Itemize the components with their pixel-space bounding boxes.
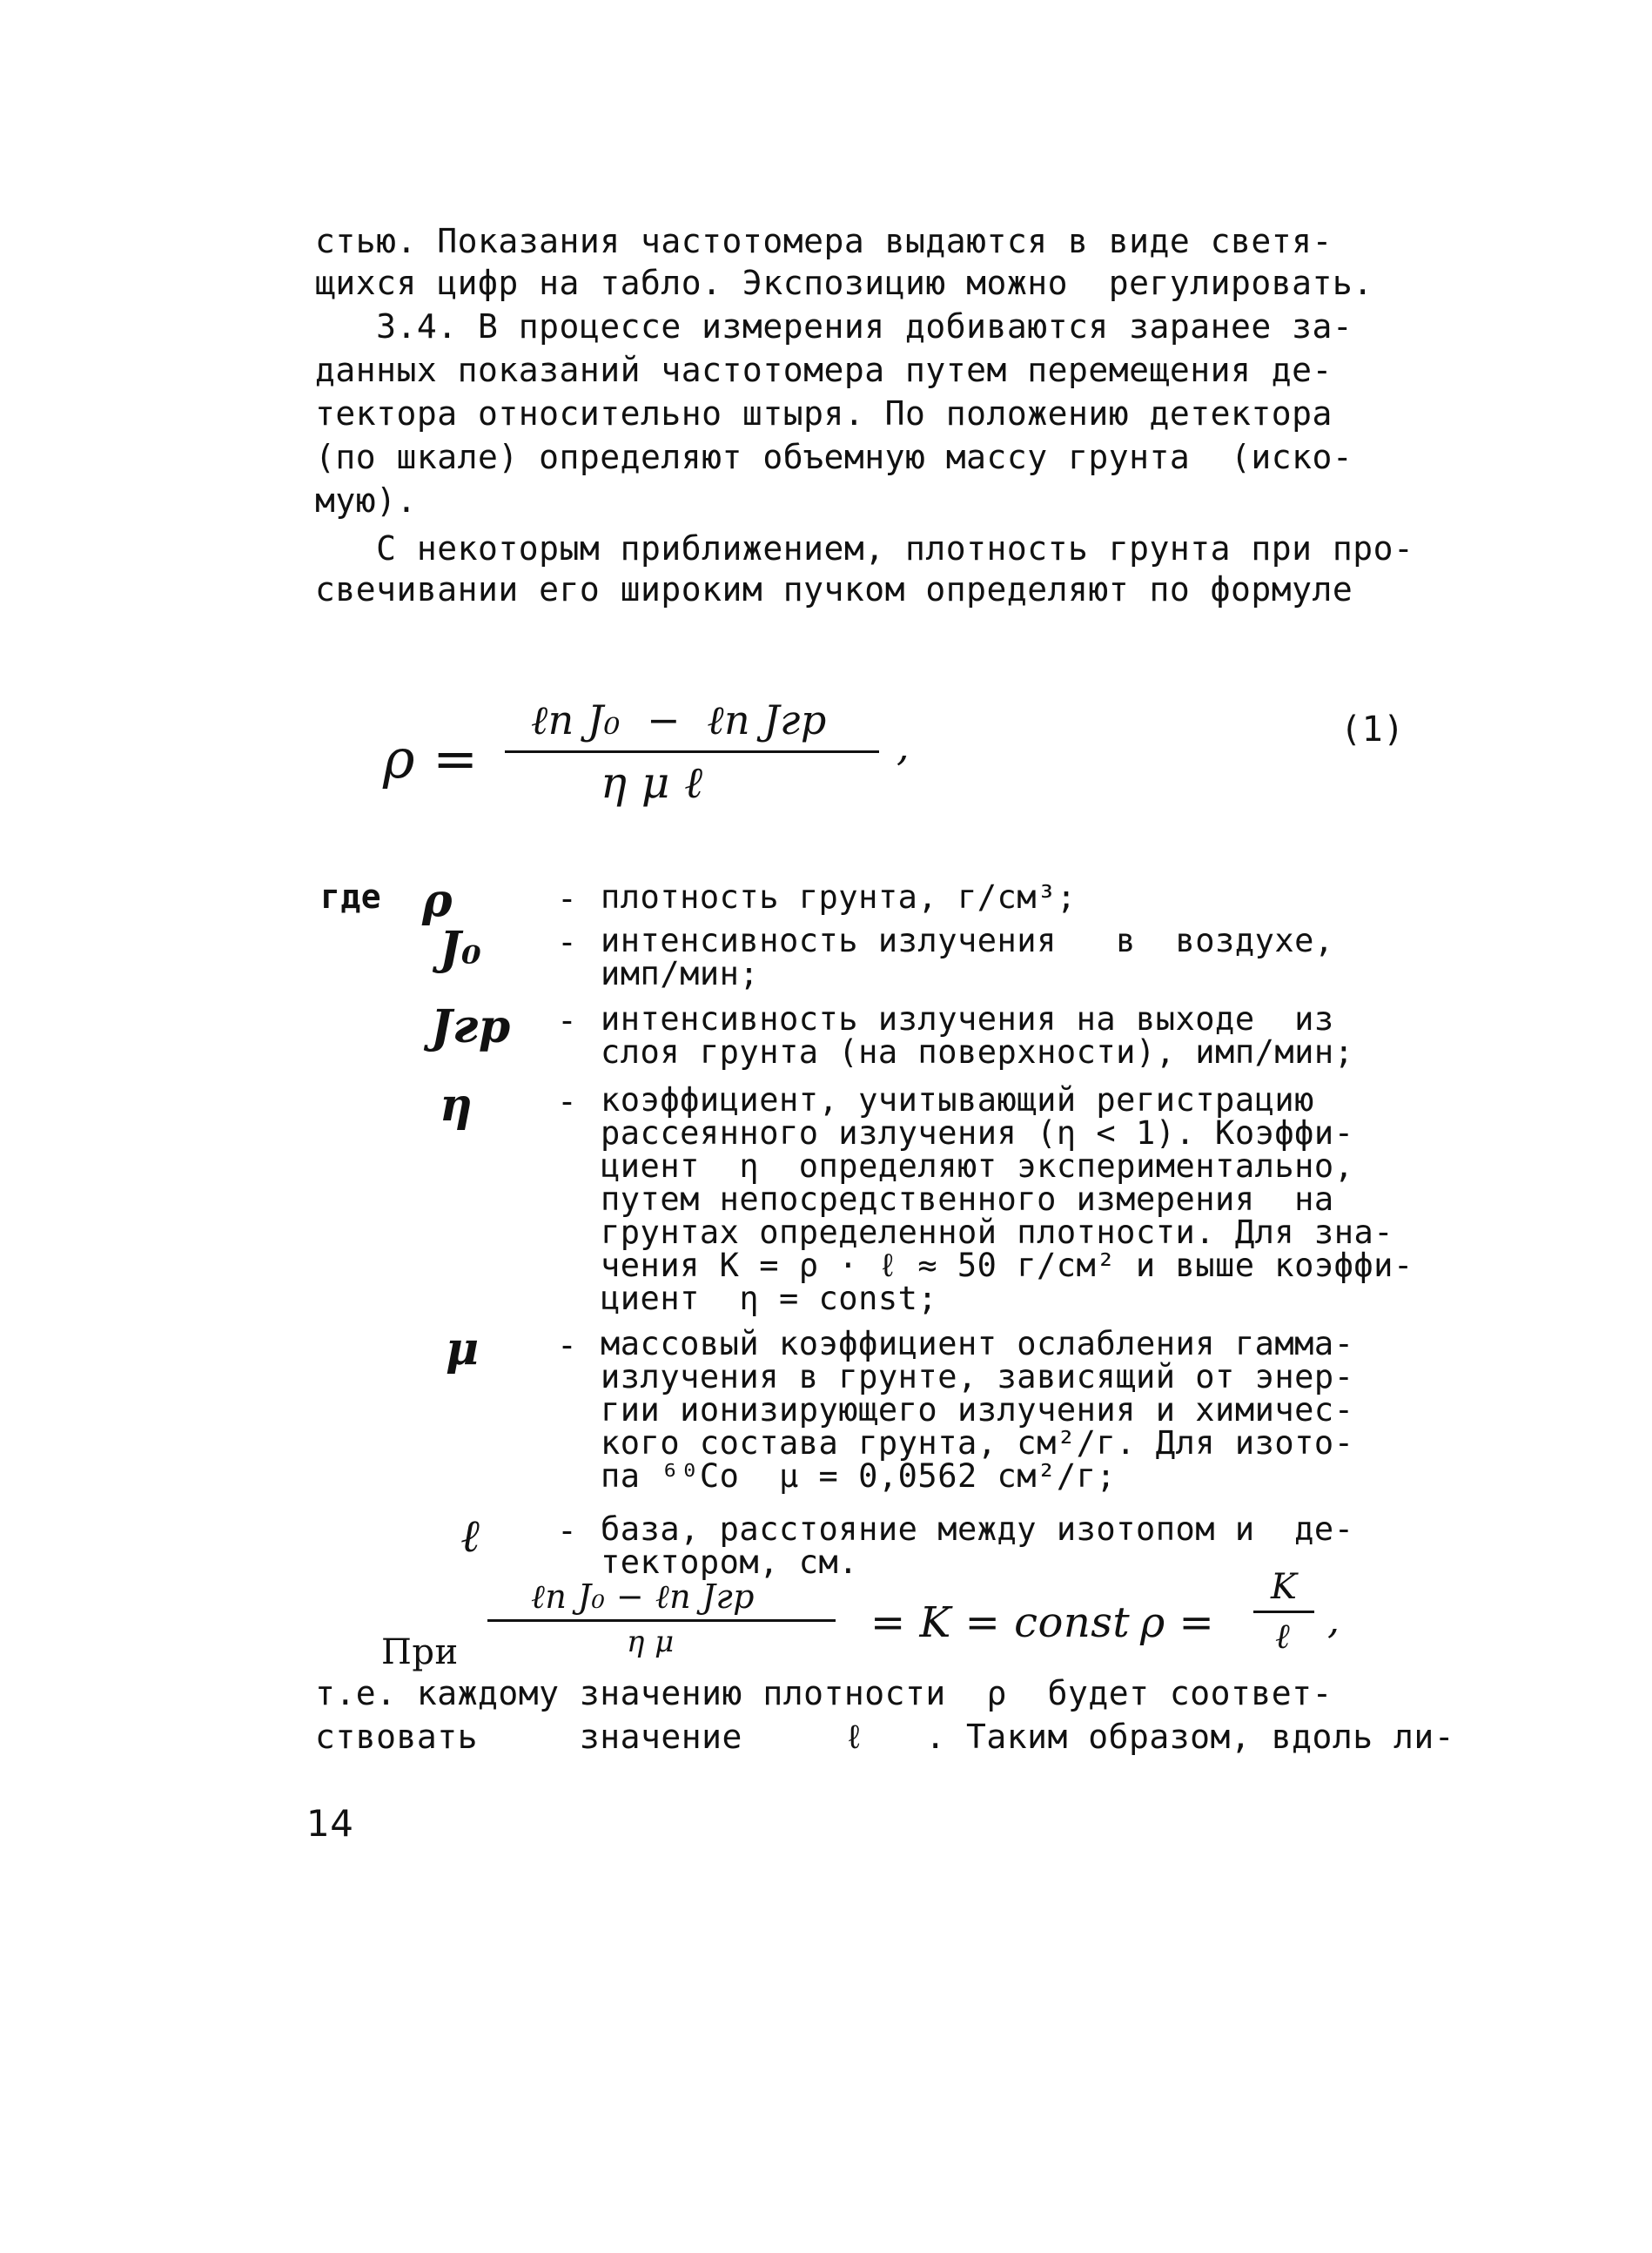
definition-text: плотность грунта, г/см³; — [601, 878, 1077, 916]
definition-symbol: ℓ — [461, 1510, 481, 1563]
formula2-denominator: η μ — [627, 1624, 675, 1659]
text-line: (по шкале) определяют объемную массу грунта (иско- — [315, 438, 1353, 476]
formula2-middle: = K = const — [870, 1598, 1131, 1647]
definition-dash: - — [557, 879, 578, 918]
formula2-prefix: При — [381, 1632, 459, 1672]
page-number: 14 — [306, 1802, 354, 1845]
formula-denominator: η μ ℓ — [601, 757, 703, 808]
text-line: щихся цифр на табло. Экспозицию можно регулировать. — [315, 264, 1373, 302]
definition-text: интенсивность излучения на выходе из слоя грунта (на поверхности), имп/мин; — [601, 1000, 1354, 1071]
definition-text: массовый коэффициент ослабления гамма- излучения в грунте, зависящий от энер- гии ионизирующего излучения и химичес- кого состава грунта, см²/г. Для изото- па ⁶⁰Co μ = 0,0562 см²/г; — [601, 1325, 1354, 1495]
formula-comma: , — [897, 723, 910, 770]
definition-dash: - — [557, 1082, 578, 1120]
text-line: С некоторым приближением, плотность грунта при про- — [315, 529, 1414, 568]
text-line: стью. Показания частотомера выдаются в виде светя- — [315, 222, 1333, 260]
definition-dash: - — [557, 923, 578, 961]
fraction-bar — [1253, 1611, 1314, 1613]
definition-symbol: μ — [446, 1322, 480, 1375]
formula2-comma: , — [1327, 1598, 1340, 1643]
formula2-k-denominator: ℓ — [1275, 1617, 1291, 1657]
formula2-k-numerator: K — [1271, 1567, 1298, 1607]
text-line: свечивании его широким пучком определяют по формуле — [315, 570, 1353, 609]
formula-number: (1) — [1340, 710, 1405, 750]
definition-dash: - — [557, 1511, 578, 1550]
definition-symbol: J₀ — [440, 922, 482, 975]
definition-symbol: ρ — [422, 874, 453, 927]
text-line: данных показаний частотомера путем перемещения де- — [315, 351, 1333, 389]
fraction-bar — [487, 1619, 836, 1622]
formula-lhs: ρ = — [383, 727, 479, 790]
text-line: т.е. каждому значению плотности ρ будет соответ- — [315, 1674, 1333, 1712]
definition-symbol: Jгр — [431, 1000, 511, 1053]
definition-dash: - — [557, 1001, 578, 1039]
formula2-rho: ρ = — [1140, 1598, 1215, 1647]
formula-numerator: ℓn J₀ − ℓn Jгр — [531, 696, 827, 743]
definition-text: коэффициент, учитывающий регистрацию рассеянного излучения (η < 1). Коэффи- циент η определяют экспериментально, путем непосредственного измерения на грунтах определенной плотности. Для зна- чения K = ρ · ℓ ≈ 50 г/см² и выше коэффи- циент η = const; — [601, 1081, 1414, 1317]
formula2-numerator: ℓn J₀ − ℓn Jгр — [531, 1577, 755, 1616]
text-line: 3.4. В процессе измерения добиваются заранее за- — [315, 307, 1353, 346]
definitions-intro: где — [320, 878, 382, 916]
fraction-bar — [505, 750, 879, 753]
definition-text: база, расстояние между изотопом и де- тектором, см. — [601, 1510, 1354, 1581]
definition-text: интенсивность излучения в воздухе, имп/мин; — [601, 922, 1334, 992]
text-line: ствовать значение ℓ . Таким образом, вдоль ли- — [315, 1718, 1455, 1756]
definition-dash: - — [557, 1326, 578, 1364]
definition-symbol: η — [440, 1079, 473, 1132]
text-line: тектора относительно штыря. По положению детектора — [315, 394, 1333, 433]
text-line: мую). — [315, 481, 417, 520]
